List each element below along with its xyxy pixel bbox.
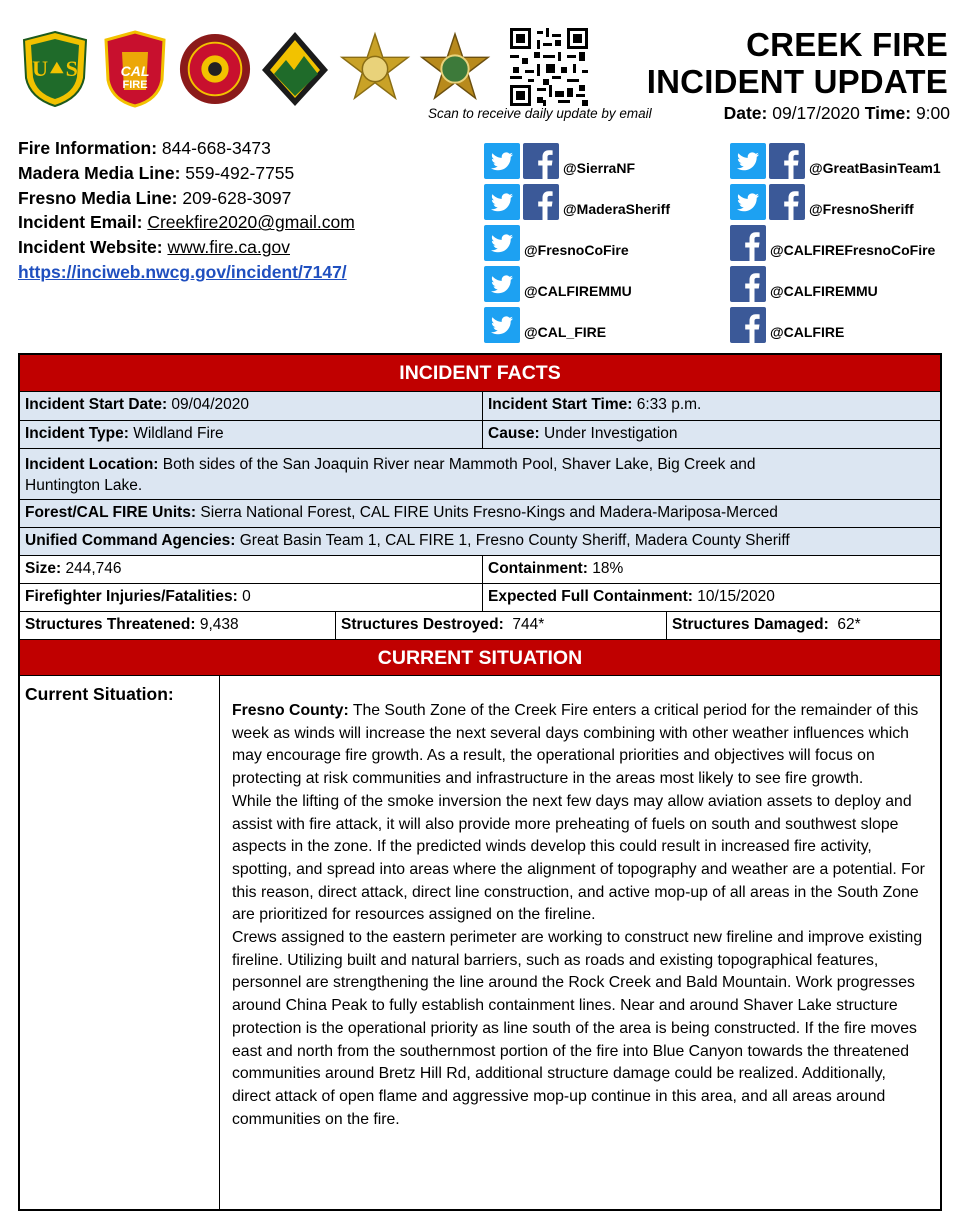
qr-code	[510, 28, 588, 106]
damaged-value: 62*	[837, 616, 861, 633]
madera-label: Madera Media Line:	[18, 162, 181, 183]
situation-paragraph-3: Crews assigned to the eastern perimeter are working to construct new fireline and improve existing fireline. Utilizing built and natural barriers, such as roads and existing topographical features, personnel are strengthening the line around the Rock Creek and Bald Mountain. Work progresses around China Peak to fully establish containment lines. Near and around Shaver Lake structure protection is the operational priority as line south of the area is being constructed. If the fire moves east and north from the southernmost portion of the fire into Blue Canyon towards the threatened communities around Bretz Hill Rd, additional structure damage could be realized. Additionally, direct attack of open flame and aggressive mop-up continue in this area, and all areas around communities on the fire.	[232, 929, 923, 1128]
full-containment-value: 10/15/2020	[697, 588, 775, 605]
destroyed-cell	[335, 612, 666, 639]
social-icons	[484, 307, 520, 343]
location-value: Both sides of the San Joaquin River near Mammoth Pool, Shaver Lake, Big Creek and Huntington Lake.	[25, 456, 756, 494]
twitter-icon[interactable]	[484, 143, 520, 179]
start-date-cell	[20, 392, 482, 420]
fire-info-line	[18, 136, 355, 161]
facebook-icon[interactable]	[523, 184, 559, 220]
website-label: Incident Website:	[18, 237, 163, 258]
social-row	[730, 304, 941, 345]
units-label: Forest/CAL FIRE Units:	[25, 504, 197, 521]
twitter-icon[interactable]	[484, 225, 520, 261]
current-situation-body	[219, 676, 940, 1209]
destroyed-value: 744*	[512, 616, 545, 633]
social-row	[730, 140, 941, 181]
sheriff-star-logo	[338, 30, 412, 108]
full-containment-label: Expected Full Containment:	[488, 588, 693, 605]
facebook-icon[interactable]	[730, 225, 766, 261]
social-icons	[484, 184, 559, 220]
social-row	[484, 222, 670, 263]
units-cell	[20, 500, 940, 527]
fire-info-label: Fire Information:	[18, 138, 158, 158]
twitter-icon[interactable]	[484, 307, 520, 343]
agencies-value: Great Basin Team 1, CAL FIRE 1, Fresno County Sheriff, Madera County Sheriff	[239, 532, 790, 549]
cause-label: Cause:	[488, 425, 540, 442]
social-icons	[484, 225, 520, 261]
incident-facts-heading: INCIDENT FACTS	[20, 355, 940, 391]
cause-cell	[482, 421, 940, 448]
social-handle[interactable]: @CALFIREMMU	[524, 282, 632, 299]
social-handle[interactable]: @CALFIREMMU	[770, 282, 878, 299]
situation-paragraph-2: While the lifting of the smoke inversion the next few days may allow aviation assets to deploy and assist with fire attack, it will also provide more preheating of fuels on south and southwest slope aspects in the zone. If the predicted winds develop this could result in increased fire activity, spotting, and spread into areas where the alignment of topography and weather are a potential. For this reason, direct attack, direct line construction, and active mop-up of all areas in the South Zone are prioritized for resources assigned on the fireline.	[232, 792, 925, 924]
contact-info	[18, 136, 355, 285]
facebook-icon[interactable]	[730, 266, 766, 302]
current-situation-heading: CURRENT SITUATION	[20, 639, 940, 675]
social-row	[484, 140, 670, 181]
injuries-cell	[20, 584, 482, 611]
social-icons	[730, 225, 766, 261]
fresno-media-line	[18, 186, 355, 211]
social-row	[730, 263, 941, 304]
facebook-icon[interactable]	[769, 184, 805, 220]
agencies-label: Unified Command Agencies:	[25, 532, 236, 549]
start-time-label: Incident Start Time:	[488, 396, 633, 413]
incident-type-value: Wildland Fire	[133, 425, 224, 442]
fresno-label: Fresno Media Line:	[18, 187, 178, 208]
full-containment-cell	[482, 584, 940, 611]
size-label: Size:	[25, 560, 62, 577]
social-handle[interactable]: @SierraNF	[563, 159, 636, 176]
current-situation-label: Current Situation:	[25, 684, 174, 704]
time-value: 9:00	[915, 103, 950, 123]
social-handle[interactable]: @GreatBasinTeam1	[809, 159, 941, 176]
cal-fire-logo	[98, 30, 172, 108]
social-handle[interactable]: @CALFIREFresnoCoFire	[770, 241, 936, 258]
social-icons	[730, 266, 766, 302]
threatened-label: Structures Threatened:	[25, 616, 196, 633]
social-column-1	[484, 140, 670, 345]
containment-value: 18%	[592, 560, 624, 577]
social-icons	[730, 143, 805, 179]
start-date-value: 09/04/2020	[171, 396, 249, 413]
fire-info-value: 844-668-3473	[161, 138, 271, 158]
location-label: Incident Location:	[25, 456, 159, 473]
damaged-label: Structures Damaged:	[672, 616, 829, 633]
incident-type-label: Incident Type:	[25, 425, 129, 442]
twitter-icon[interactable]	[484, 184, 520, 220]
incident-website-line	[18, 235, 355, 260]
qr-caption: Scan to receive daily update by email	[428, 106, 652, 121]
svg-text:FIRE: FIRE	[122, 79, 148, 91]
threatened-value: 9,438	[199, 616, 239, 633]
agencies-cell	[20, 528, 940, 555]
twitter-icon[interactable]	[730, 143, 766, 179]
threatened-cell	[20, 612, 335, 639]
situation-text-1: The South Zone of the Creek Fire enters a critical period for the remainder of this week as winds will increase the next several days combining with other weather influences which may encourage fire growth. As a result, the operational priorities and objectives will focus on protecting at risk communities and infrastructure in the areas most likely to see fire growth.	[232, 702, 919, 788]
madera-media-line	[18, 161, 355, 186]
situation-paragraph-1	[232, 700, 928, 791]
social-row	[730, 181, 941, 222]
social-handle[interactable]: @FresnoCoFire	[524, 241, 629, 258]
date-label: Date:	[723, 103, 768, 123]
inciweb-link[interactable]: https://inciweb.nwcg.gov/incident/7147/	[18, 261, 347, 282]
social-handle[interactable]: @FresnoSheriff	[809, 200, 914, 217]
website-link[interactable]: www.fire.ca.gov	[167, 237, 290, 258]
sheriff-star-logo	[418, 30, 492, 108]
fresno-value: 209-628-3097	[182, 187, 292, 208]
social-icons	[484, 143, 559, 179]
document-title	[647, 26, 948, 100]
size-value: 244,746	[65, 560, 122, 577]
incident-type-cell	[20, 421, 482, 448]
facebook-icon[interactable]	[730, 307, 766, 343]
location-cell	[20, 449, 940, 499]
madera-value: 559-492-7755	[185, 162, 295, 183]
agency-logos	[18, 26, 492, 112]
units-value: Sierra National Forest, CAL FIRE Units Fresno-Kings and Madera-Mariposa-Merced	[200, 504, 778, 521]
twitter-icon[interactable]	[484, 266, 520, 302]
social-handle[interactable]: @CAL_FIRE	[524, 323, 607, 340]
social-icons	[730, 307, 766, 343]
start-date-label: Incident Start Date:	[25, 396, 168, 413]
great-basin-logo	[258, 30, 332, 108]
date-value: 09/17/2020	[772, 103, 860, 123]
svg-text:CAL: CAL	[120, 63, 150, 79]
start-time-cell	[482, 392, 940, 420]
social-handle[interactable]: @MaderaSheriff	[563, 200, 671, 217]
twitter-icon[interactable]	[730, 184, 766, 220]
date-time-line	[724, 103, 950, 124]
title-line-1: CREEK FIRE	[746, 26, 948, 63]
social-row	[730, 222, 941, 263]
svg-text:U⯅S: U⯅S	[32, 56, 78, 81]
forest-service-logo	[18, 30, 92, 108]
title-line-2: INCIDENT UPDATE	[646, 63, 948, 100]
social-row	[484, 263, 670, 304]
damaged-cell	[666, 612, 940, 639]
social-handle[interactable]: @CALFIRE	[770, 323, 845, 340]
facebook-icon[interactable]	[523, 143, 559, 179]
social-icons	[484, 266, 520, 302]
containment-cell	[482, 556, 940, 583]
cause-value: Under Investigation	[544, 425, 678, 442]
incident-email-line	[18, 210, 355, 235]
social-row	[484, 181, 670, 222]
containment-label: Containment:	[488, 560, 588, 577]
social-icons	[730, 184, 805, 220]
county-label: Fresno County:	[232, 702, 349, 719]
size-cell	[20, 556, 482, 583]
facebook-icon[interactable]	[769, 143, 805, 179]
destroyed-label: Structures Destroyed:	[341, 616, 504, 633]
incident-table	[18, 353, 942, 1211]
injuries-label: Firefighter Injuries/Fatalities:	[25, 588, 238, 605]
social-column-2	[730, 140, 941, 345]
email-link[interactable]: Creekfire2020@gmail.com	[147, 212, 355, 233]
social-row	[484, 304, 670, 345]
email-label: Incident Email:	[18, 212, 143, 233]
start-time-value: 6:33 p.m.	[636, 396, 702, 413]
oes-seal-logo	[178, 30, 252, 108]
injuries-value: 0	[242, 588, 251, 605]
time-label: Time:	[864, 103, 912, 123]
